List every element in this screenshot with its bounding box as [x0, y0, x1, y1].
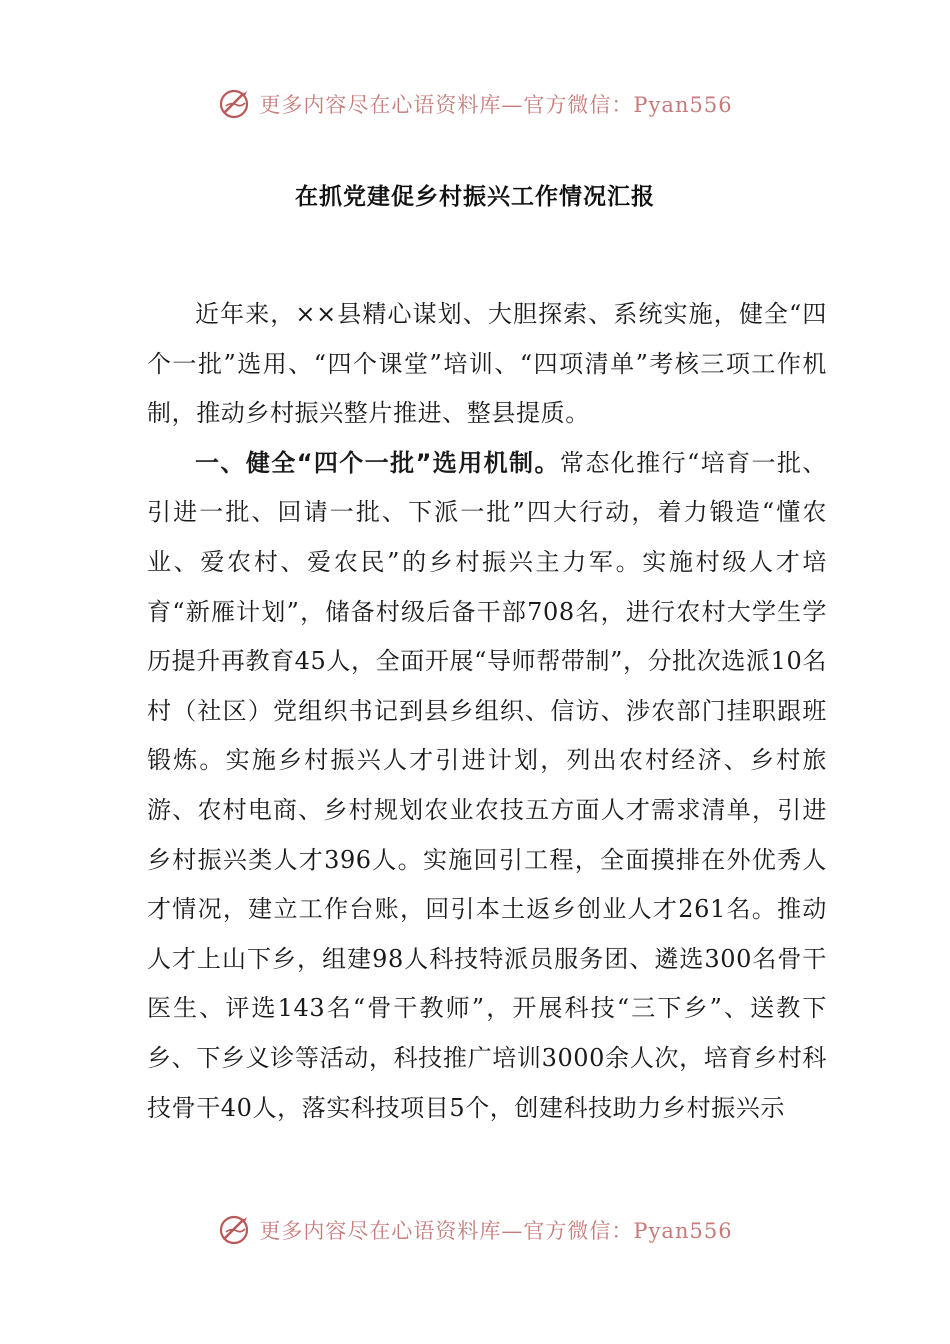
section-1-heading: 一、健全“四个一批”选用机制。 — [195, 448, 560, 477]
watermark-text-top: 更多内容尽在心语资料库—官方微信：Pyan556 — [259, 93, 733, 117]
pen-logo-icon — [217, 86, 253, 122]
document-title: 在抓党建促乡村振兴工作情况汇报 — [295, 184, 655, 210]
document-body — [147, 290, 827, 1133]
watermark-banner-top — [0, 82, 950, 126]
section-1-body: 常态化推行“培育一批、引进一批、回请一批、下派一批”四大行动，着力锻造“懂农业、爱农村、爱农民”的乡村振兴主力军。实施村级人才培育“新雁计划”，储备村级后备干部708名，进行农村大学生学历提升再教育45人，全面开展“导师帮带制”，分批次选派10名村（社区）党组织书记到县乡组织、信访、涉农部门挂职跟班锻炼。实施乡村振兴人才引进计划，列出农村经济、乡村旅游、农村电商、乡村规划农业农技五方面人才需求清单，引进乡村振兴类人才396人。实施回引工程，全面摸排在外优秀人才情况，建立工作台账，回引本土返乡创业人才261名。推动人才上山下乡，组建98人科技特派员服务团、遴选300名骨干医生、评选143名“骨干教师”，开展科技“三下乡”、送教下乡、下乡义诊等活动，科技推广培训3000余人次，培育乡村科技骨干40人，落实科技项目5个，创建科技助力乡村振兴示 — [147, 448, 828, 1122]
watermark-banner-bottom — [0, 1208, 950, 1252]
section-1-paragraph — [147, 439, 827, 1133]
pen-logo-icon — [217, 1212, 253, 1248]
watermark-text-bottom: 更多内容尽在心语资料库—官方微信：Pyan556 — [259, 1219, 733, 1243]
intro-paragraph: 近年来，××县精心谋划、大胆探索、系统实施，健全“四个一批”选用、“四个课堂”培训、“四项清单”考核三项工作机制，推动乡村振兴整片推进、整县提质。 — [147, 300, 827, 428]
